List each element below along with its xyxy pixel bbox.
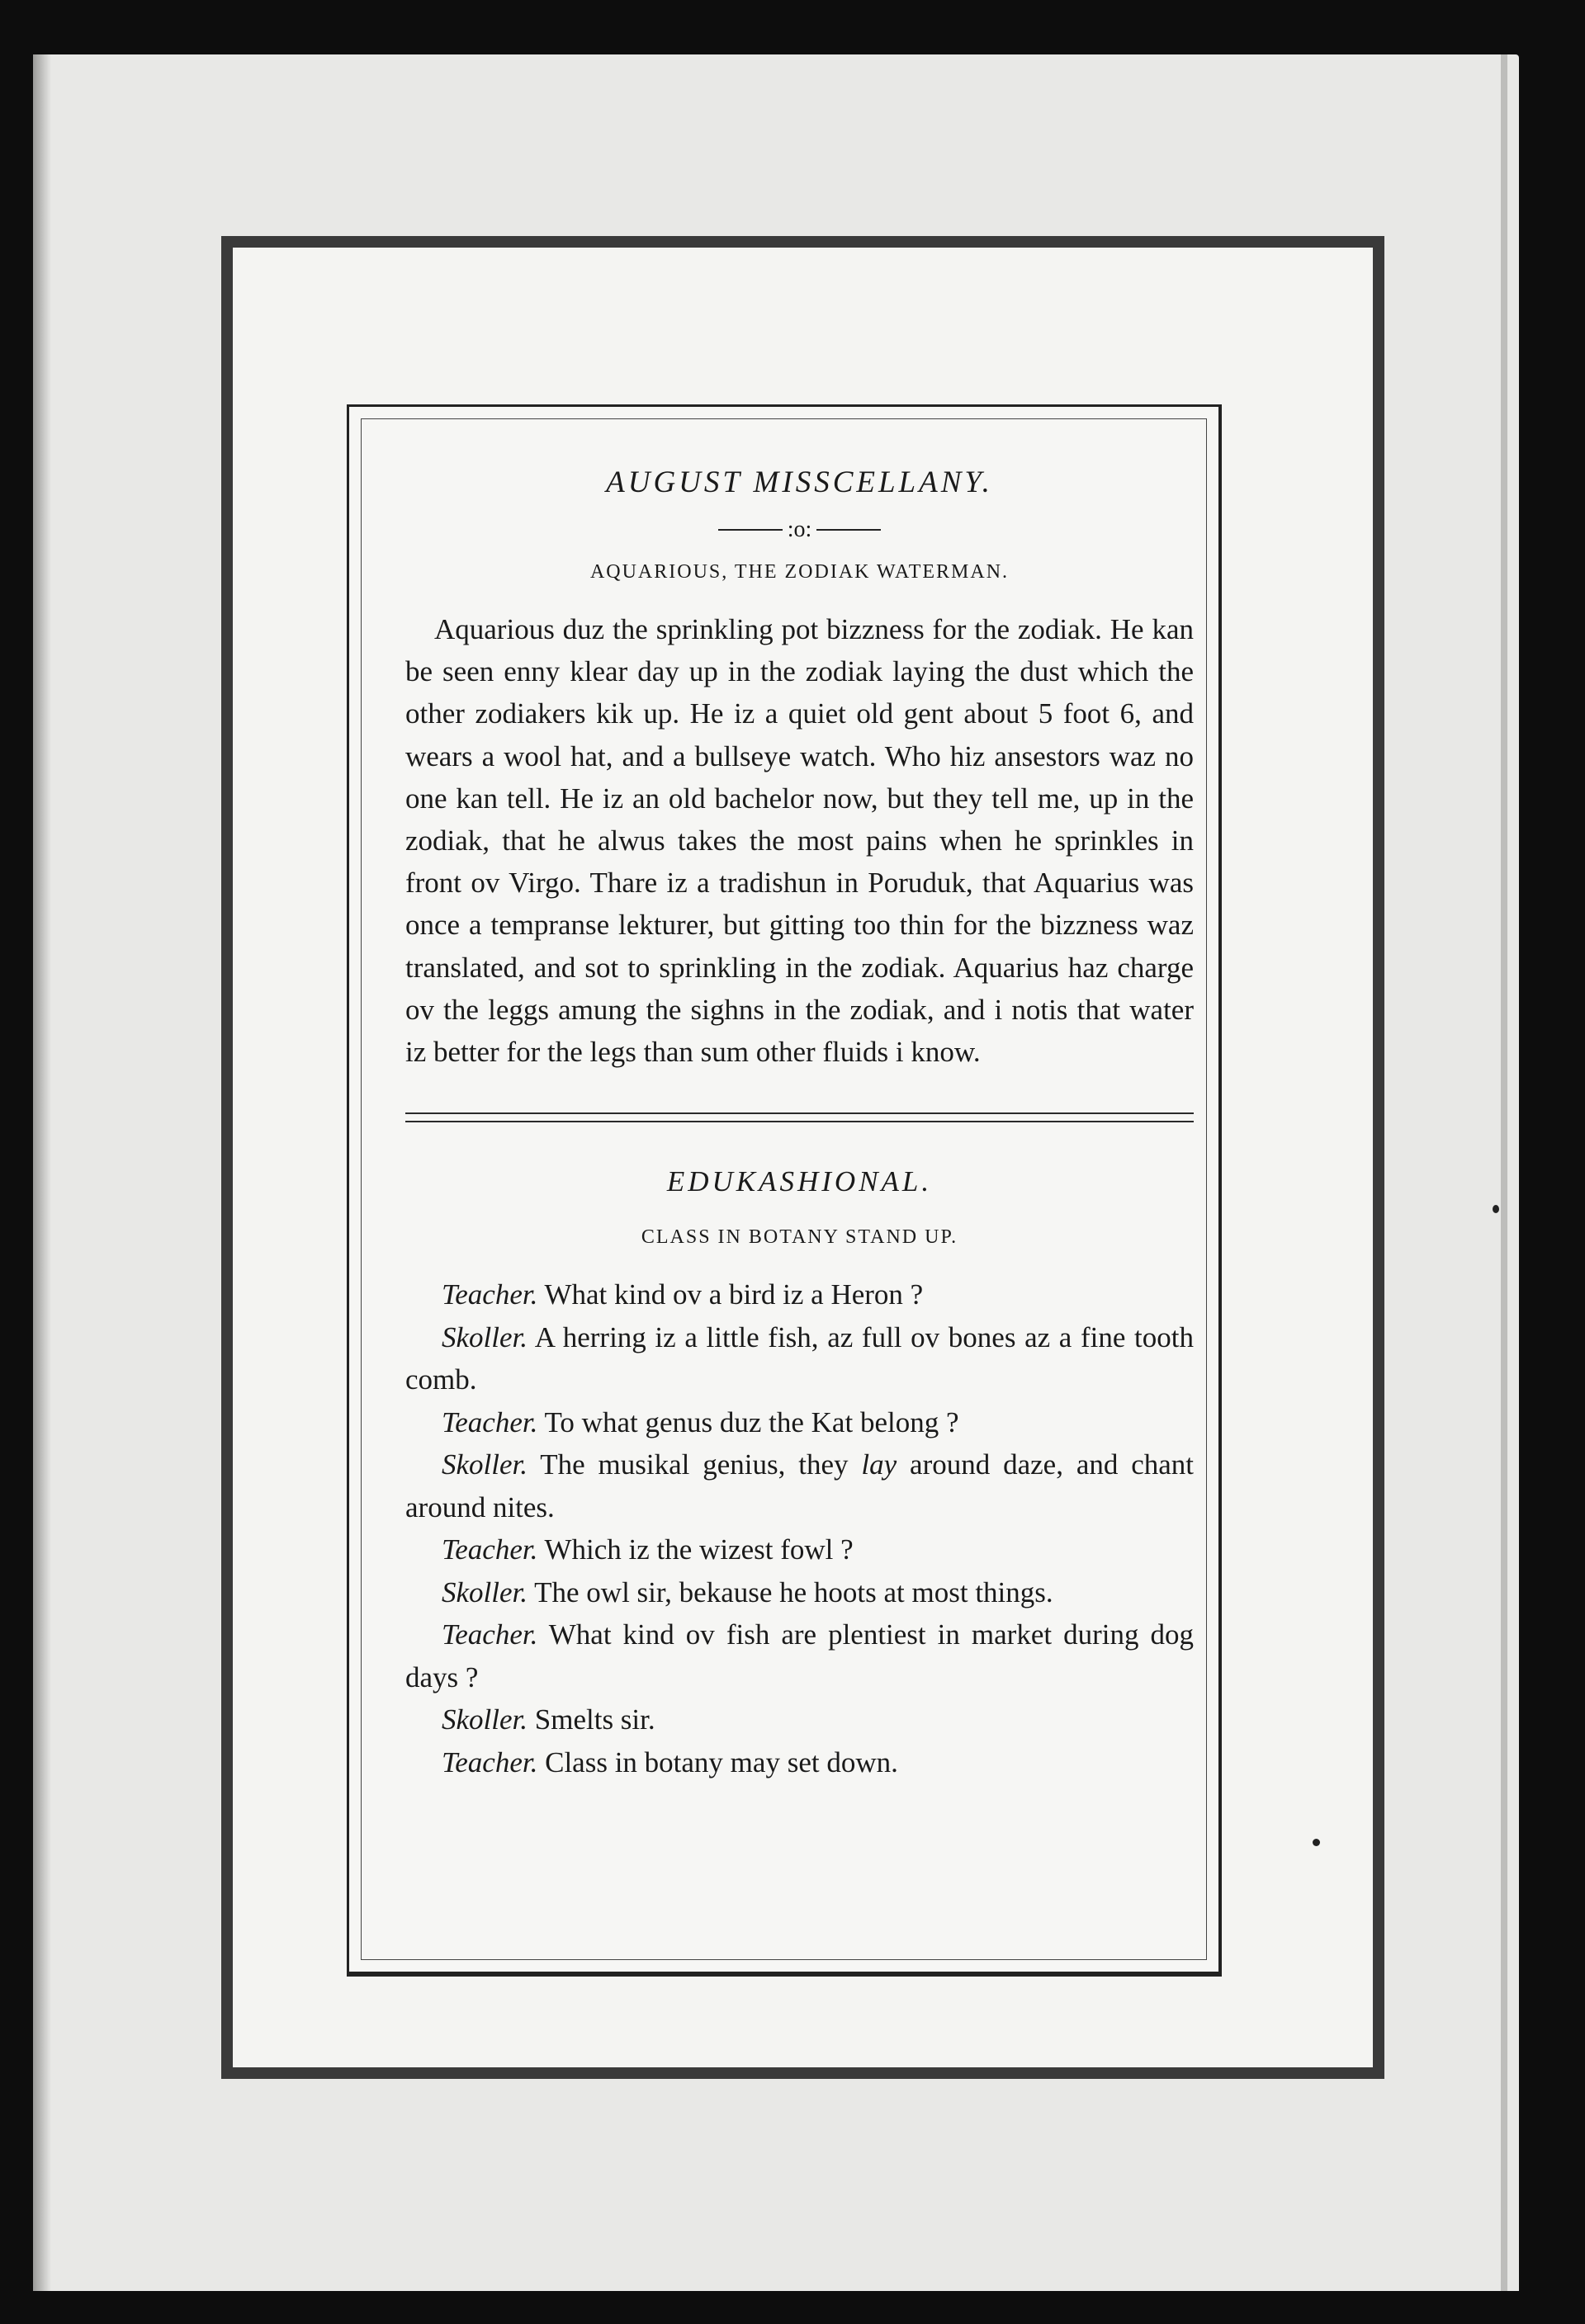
dialog-line xyxy=(405,1571,1194,1614)
dialog-text: Smelts sir. xyxy=(534,1703,655,1736)
page-binding-shadow xyxy=(33,54,51,2291)
dialog-text: The musikal genius, they xyxy=(540,1448,849,1481)
dialog-line xyxy=(405,1698,1194,1741)
speaker-label: Teacher. xyxy=(442,1405,538,1438)
ornament-line-right xyxy=(816,529,881,531)
section-title: EDUKASHIONAL. xyxy=(666,1165,933,1198)
page-title: AUGUST MISSCELLANY. xyxy=(606,465,993,499)
dialog-line xyxy=(405,1401,1194,1444)
speaker-label: Skoller. xyxy=(442,1448,528,1481)
speaker-label: Teacher. xyxy=(442,1533,538,1566)
speaker-label: Teacher. xyxy=(442,1278,538,1311)
double-rule-divider xyxy=(405,1112,1194,1122)
speaker-label: Skoller. xyxy=(442,1703,528,1736)
aquarius-paragraph: Aquarious duz the sprinkling pot bizzness for the zodiak. He kan be seen enny klear day up in the zodiak laying the dust which the other zodiakers kik up. He iz a quiet old gent about 5 foot 6, and wears a wool hat, and a bullseye watch. Who hiz ansestors waz no one kan tell. He iz an old bachelor now, but they tell me, up in the zodiak, that he alwus takes the most pains when he sprinkles in front ov Virgo. Thare iz a tradishun in Poruduk, that Aquarius was once a tempranse lekturer, but gitting too thin for the bizzness waz translated, and sot to sprinkling in the zodiak. Aquarius haz charge ov the leggs amung the sighns in the zodiak, and i notis that water iz better for the legs than sum other fluids i know. xyxy=(405,613,1194,1069)
dialog-emphasis: lay xyxy=(861,1448,897,1481)
dialog-text: A herring iz a little fish, az full ov bones az a fine tooth comb. xyxy=(405,1320,1194,1396)
ink-speck xyxy=(1313,1839,1320,1846)
dialog-block xyxy=(405,1273,1194,1783)
dialog-text: What kind ov a bird iz a Heron ? xyxy=(544,1278,924,1311)
dialog-line xyxy=(405,1273,1194,1316)
speaker-label: Skoller. xyxy=(442,1320,528,1353)
dialog-text: Which iz the wizest fowl ? xyxy=(544,1533,854,1566)
dialog-text: Class in botany may set down. xyxy=(545,1745,898,1778)
page-edge xyxy=(1501,54,1507,2291)
dialog-text: To what genus duz the Kat belong ? xyxy=(544,1405,959,1438)
title-ornament xyxy=(405,517,1194,543)
speaker-label: Teacher. xyxy=(442,1618,538,1651)
dialog-text: What kind ov fish are plentiest in market during dog days ? xyxy=(405,1618,1194,1693)
page-content xyxy=(405,440,1194,1783)
dialog-line xyxy=(405,1741,1194,1784)
speaker-label: Teacher. xyxy=(442,1745,538,1778)
dialog-line xyxy=(405,1443,1194,1528)
section-subtitle: AQUARIOUS, THE ZODIAK WATERMAN. xyxy=(589,561,1010,583)
ornament-line-left xyxy=(718,529,783,531)
section2-subtitle: CLASS IN BOTANY STAND UP. xyxy=(641,1226,958,1249)
ink-speck xyxy=(1493,1205,1499,1213)
dialog-line xyxy=(405,1613,1194,1698)
dialog-line xyxy=(405,1528,1194,1571)
dialog-text: around daze, and chant around nites. xyxy=(405,1448,1195,1523)
dialog-text: The owl sir, bekause he hoots at most things. xyxy=(534,1575,1053,1608)
text-panel xyxy=(347,404,1222,1977)
speaker-label: Skoller. xyxy=(442,1575,528,1608)
ornament-glyph: :o: xyxy=(787,517,812,542)
dialog-line xyxy=(405,1316,1194,1401)
